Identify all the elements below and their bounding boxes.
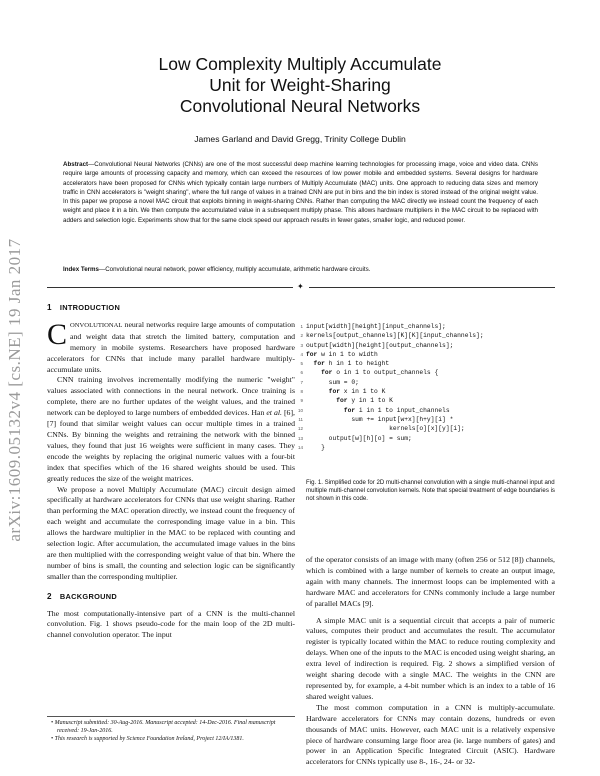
index-terms-label: Index Terms xyxy=(63,266,99,273)
code-line xyxy=(297,406,555,415)
divider-diamond-icon: ✦ xyxy=(297,282,304,291)
divider-line xyxy=(47,287,293,288)
code-text: o in 1 to output_channels { xyxy=(332,369,439,377)
left-column xyxy=(47,300,295,641)
code-line xyxy=(300,378,555,387)
arxiv-stamp: arXiv:1609.05132v4 [cs.NE] 19 Jan 2017 xyxy=(5,238,24,542)
code-line xyxy=(297,434,555,443)
code-line xyxy=(300,387,555,396)
intro-paragraph: We propose a novel Multiply Accumulate (MAC) circuit design aimed specifically at hardware accelerators for CNNs that use weight sharing. Rather than performing the MAC operation directly, we instead count the frequency of each weight and accumulate the corresponding image value in a bin. This allows the hardware multiplier in the MAC to be replaced with counting and selection logic. After accumulation, the accumulated image values in the bins are then multiplied with the corresponding weight value of that bin. Where the number of bins is small, the counting and selection logic can be significantly smaller than the corresponding multiplier. xyxy=(47,484,295,581)
body-paragraph: The most common computation in a CNN is multiply-accumulate. Hardware accelerators for CNNs may contain dozens, hundreds or even thousands of MAC units. However, each MAC unit is a relatively expensive piece of hardware consuming large floor area (ie. large numbers of gates) and power in an Application Specific Integrated Circuit (ASIC). Hardware accelerators for CNNs typically use 8-, 16-, 24- or 32- xyxy=(306,702,555,767)
section-title: BACKGROUND xyxy=(59,591,118,601)
code-text: w in 1 to width xyxy=(317,350,378,358)
divider-line xyxy=(309,287,555,288)
abstract-text: —Convolutional Neural Networks (CNNs) are one of the most successful deep machine learning technologies for processing image, voice and video data. CNNs require large amounts of processing capacity and memory, which can exceed the resources of low power mobile and embedded systems. Several designs for hardware accelerators have been proposed for CNNs which typically contain large numbers of Multiply Accumulate (MAC) units. One approach to reducing data sizes and memory traffic in CNN accelerators is "weight sharing", where the full range of values in a trained CNN are put in bins and the bin index is stored instead of the original weight value. In this paper we propose a novel MAC circuit that exploits binning in weight-sharing CNNs. Rather than computing the MAC directly we instead count the frequency of each weight and place it in a bin. We then compute the accumulated value in a subsequent multiply phase. This allows hardware multipliers in the MAC circuit to be replaced with adders and selection logic. Experiments show that for the same clock speed our approach results in fewer gates, smaller logic, and reduced power. xyxy=(63,161,538,224)
title-line: Convolutional Neural Networks xyxy=(179,96,421,116)
line-number: 2 xyxy=(300,333,303,339)
index-terms xyxy=(63,265,538,274)
footnote: • Manuscript submitted: 30-Aug-2016. Manuscript accepted: 14-Dec-2016. Final manuscript received: 19-Jan-2016. xyxy=(51,720,276,735)
code-text: sum = 0; xyxy=(306,378,359,386)
intro-smallcaps: ONVOLUTIONAL xyxy=(70,321,123,329)
line-number: 11 xyxy=(298,416,303,422)
footnotes xyxy=(47,716,295,744)
section-number: 1 xyxy=(47,303,52,312)
code-text: kernels[o][x][y][i]; xyxy=(306,425,465,433)
code-line xyxy=(300,331,555,340)
et-al: et al. xyxy=(266,408,282,418)
line-number: 6 xyxy=(300,370,303,376)
intro-text: neural networks require large amounts of computation and weight data that stretch the limited battery, computation and memory in mobile systems. Researchers have proposed hardware accelerators for CNNs that include many parallel hardware multiply-accumulate units. xyxy=(47,319,295,374)
code-text: output[width][height][output_channels]; xyxy=(306,341,454,349)
code-text: y in 1 to K xyxy=(347,397,393,405)
line-number: 9 xyxy=(300,398,303,404)
paper-title xyxy=(100,54,500,117)
drop-cap: C xyxy=(47,317,68,351)
code-keyword: for xyxy=(306,388,341,396)
code-line xyxy=(300,396,555,405)
code-keyword: for xyxy=(306,350,318,358)
abstract-label: Abstract xyxy=(63,161,89,168)
section-number: 2 xyxy=(47,591,52,601)
code-keyword: for xyxy=(306,397,348,405)
background-paragraph: The most computationally-intensive part of a CNN is the multi-channel convolution. Fig. 1 shows pseudo-code for the main loop of the 2D multi-channel convolution operator. The input xyxy=(47,608,295,640)
abstract xyxy=(63,160,538,225)
figure-caption: Fig. 1. Simplified code for 2D multi-channel convolution with a single multi-channel input and multiple multi-channel convolution kernels. Note that special treatment of edge boundaries is not shown in this code. xyxy=(306,479,555,503)
code-line xyxy=(297,424,555,433)
section-divider xyxy=(47,283,555,291)
code-text: h in 1 to height xyxy=(324,360,390,368)
code-text: i in 1 to input_channels xyxy=(355,406,450,414)
line-number: 8 xyxy=(300,389,303,395)
intro-paragraph xyxy=(47,317,295,376)
section-heading-background xyxy=(47,592,295,603)
code-keyword: for xyxy=(306,369,333,377)
code-line xyxy=(297,443,555,452)
intro-paragraph xyxy=(47,375,295,484)
section-title: INTRODUCTION xyxy=(59,303,121,312)
right-column xyxy=(306,555,555,768)
line-number: 5 xyxy=(300,361,303,367)
code-text: output[w][h][o] = sum; xyxy=(306,434,412,442)
code-text: } xyxy=(306,443,325,451)
body-paragraph: A simple MAC unit is a sequential circuit that accepts a pair of numeric values, computes their product and accumulates the result. The accumulator register is typically located within the MAC to reduce routing complexity and delays. When one of the inputs to the MAC is encoded using weight sharing, an extra level of indirection is required. Fig. 2 shows a simplified version of weight sharing decode with a single MAC. The weights in the CNN are represented by, for example, a 4-bit number which is an index to a table of 16 shared weight values. xyxy=(306,615,555,701)
code-line xyxy=(300,350,555,359)
code-keyword: for xyxy=(306,360,325,368)
code-text: sum += input[w+x][h+y][i] * xyxy=(306,415,454,423)
line-number: 13 xyxy=(297,435,303,441)
footnote-text: Manuscript submitted: 30-Aug-2016. Manuscript accepted: 14-Dec-2016. Final manuscript received: 19-Jan-2016. xyxy=(54,720,276,735)
code-line xyxy=(300,368,555,377)
authors: James Garland and David Gregg, Trinity College Dublin xyxy=(194,134,406,144)
title-line: Unit for Weight-Sharing xyxy=(209,75,391,95)
code-text: x in 1 to K xyxy=(340,388,386,396)
footnote-text: This research is supported by Science Foundation Ireland, Project 12/IA/1381. xyxy=(54,736,244,743)
code-line xyxy=(300,341,555,350)
title-line: Low Complexity Multiply Accumulate xyxy=(158,54,442,74)
line-number: 10 xyxy=(297,407,303,413)
code-keyword: for xyxy=(306,406,356,414)
code-listing xyxy=(297,322,555,452)
line-number: 14 xyxy=(297,444,303,450)
code-line xyxy=(298,415,555,424)
index-terms-text: —Convolutional neural network, power efficiency, multiply accumulate, arithmetic hardware circuits. xyxy=(99,266,371,273)
line-number: 3 xyxy=(300,342,303,348)
line-number: 12 xyxy=(297,426,303,432)
line-number: 7 xyxy=(300,379,303,385)
code-text: input[width][height][input_channels]; xyxy=(306,323,446,330)
line-number: 4 xyxy=(300,351,303,357)
paragraph-text: CNN training involves incrementally modifying the numeric "weight" values associated with connections in the neural network. Once training is complete, there are no further updates of the weight values, and the trained network can be deployed to large numbers of embedded devices. Han xyxy=(47,375,295,418)
code-text: kernels[output_channels][K][K][input_channels]; xyxy=(306,332,484,340)
body-paragraph: of the operator consists of an image with many (often 256 or 512 [8]) channels, which is combined with a large number of kernels to create an output image, again with many channels. The innermost loops can be implemented with a hardware MAC and accelerators for CNNs commonly include a large number of parallel MACs [9]. xyxy=(306,555,555,608)
code-line xyxy=(300,322,555,331)
paragraph-text: [6], [7] found that similar weight values can occur multiple times in a trained CNNs. By binning the weights and retraining the network with the binned values, they found that just 16 weights were sufficient in many cases. They encode the weights by replacing the original numeric values with a four-bit index that specifies which of the 16 shared weights should be used. This greatly reduces the size of the weight matrices. xyxy=(47,408,295,483)
line-number: 1 xyxy=(300,324,303,329)
code-line xyxy=(300,359,555,368)
footnote: • This research is supported by Science Foundation Ireland, Project 12/IA/1381. xyxy=(51,736,244,743)
section-heading-introduction xyxy=(47,303,295,314)
